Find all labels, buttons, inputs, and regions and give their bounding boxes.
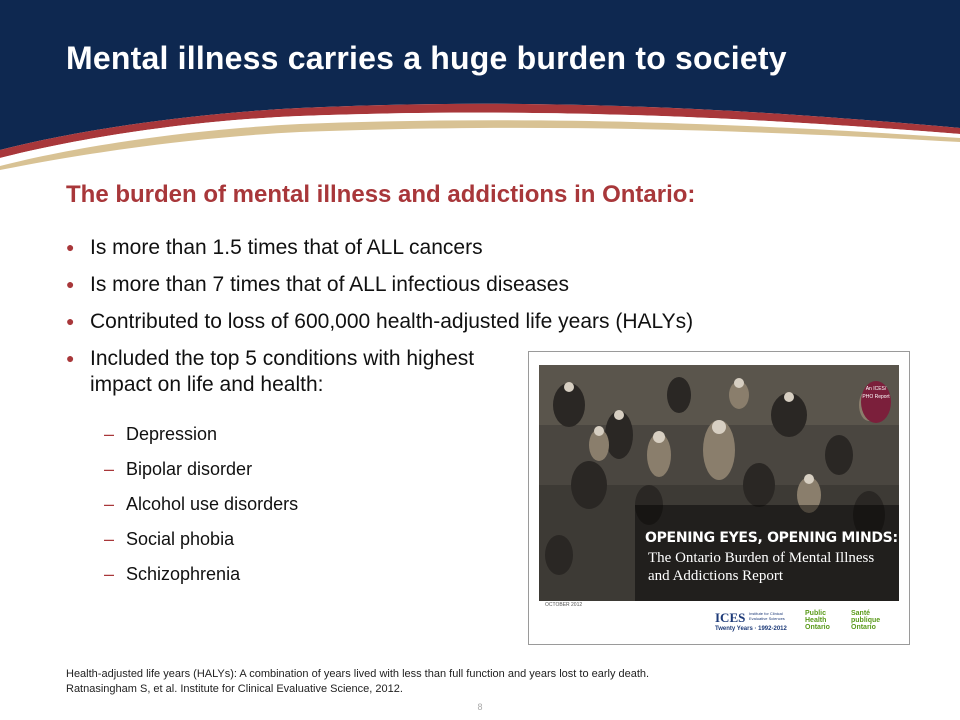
sante-publique-ontario-logo: Santé publique Ontario xyxy=(851,610,881,631)
report-cover-image xyxy=(528,351,910,645)
public-health-ontario-logo: Public Health Ontario xyxy=(805,610,830,631)
ices-logo-years: Twenty Years · 1992-2012 xyxy=(715,626,787,632)
header-banner xyxy=(0,0,960,170)
ices-logo xyxy=(715,610,787,632)
slide-subtitle: The burden of mental illness and addictions in Ontario: xyxy=(66,181,696,208)
footnote xyxy=(66,667,926,697)
header-swoosh-graphic xyxy=(0,0,960,170)
condition-item: – Bipolar disorder xyxy=(104,457,298,492)
condition-item: – Social phobia xyxy=(104,527,298,562)
bullet-top-conditions: ● Included the top 5 conditions with highest impact on life and health: xyxy=(66,346,510,398)
condition-item: – Depression xyxy=(104,422,298,457)
condition-item: – Alcohol use disorders xyxy=(104,492,298,527)
report-date: OCTOBER 2012 xyxy=(545,602,583,608)
conditions-list xyxy=(104,422,298,597)
footnote-citation: Ratnasingham S, et al. Institute for Clinical Evaluative Science, 2012. xyxy=(66,683,403,695)
bullet-cancers: ● Is more than 1.5 times that of ALL cancers xyxy=(66,235,906,260)
page-number: 8 xyxy=(477,702,483,712)
ices-logo-mark: ICES xyxy=(715,610,746,625)
report-subtitle: The Ontario Burden of Mental Illness and Addictions Report xyxy=(648,550,875,584)
ices-pho-badge: An ICES/ PHO Report xyxy=(861,381,891,423)
condition-item: – Schizophrenia xyxy=(104,562,298,597)
slide-title: Mental illness carries a huge burden to society xyxy=(66,40,787,76)
bullet-infectious-diseases: ● Is more than 7 times that of ALL infectious diseases xyxy=(66,272,906,297)
crowd-photo xyxy=(539,365,899,601)
ices-logo-name: Institute for Clinical Evaluative Sciences xyxy=(749,611,785,621)
bullet-halys: ● Contributed to loss of 600,000 health-adjusted life years (HALYs) xyxy=(66,309,906,334)
footnote-halys-definition: Health-adjusted life years (HALYs): A combination of years lived with less than full function and years lost to early death. xyxy=(66,668,650,680)
report-title: OPENING EYES, OPENING MINDS: xyxy=(645,530,898,546)
